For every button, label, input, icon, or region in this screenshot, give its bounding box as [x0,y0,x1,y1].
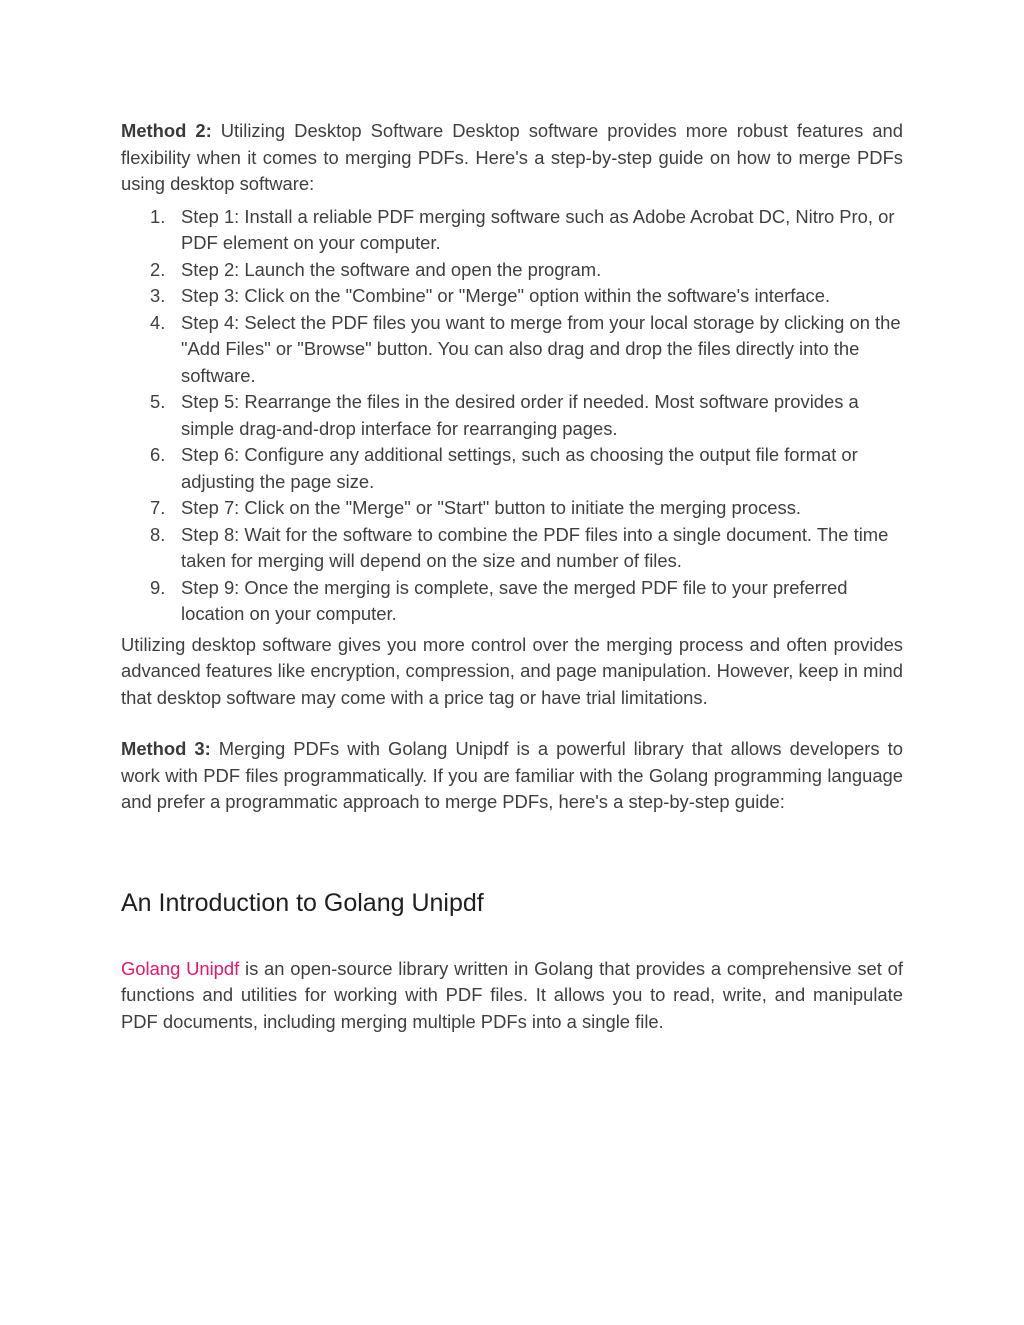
method-3-label: Method 3: [121,738,211,759]
list-item-text: Step 7: Click on the "Merge" or "Start" button to initiate the merging process. [181,497,802,518]
list-item-number: 8. [150,523,166,545]
list-item-text: Step 4: Select the PDF files you want to merge from your local storage by clicking on the "Add Files" or "Browse" button. You can also drag and drop the files directly into the software. [181,311,901,386]
section-heading: An Introduction to Golang Unipdf [121,888,484,917]
method-3-intro: Merging PDFs with Golang Unipdf is a powerful library that allows developers to work with PDF files programmatically. If you are familiar with the Golang programming language and prefer a programmatic approach to merge PDFs, here's a step-by-step guide: [121,738,903,812]
list-item-text: Step 6: Configure any additional settings, such as choosing the output file format or adjusting the page size. [181,444,858,492]
list-item-text: Step 2: Launch the software and open the program. [181,258,602,280]
list-item-text: Step 5: Rearrange the files in the desired order if needed. Most software provides a simple drag-and-drop interface for rearranging pages. [181,391,859,439]
list-item [150,389,903,442]
method-3-paragraph [121,736,903,816]
list-item-text: Step 1: Install a reliable PDF merging software such as Adobe Acrobat DC, Nitro Pro, or PDF element on your computer. [181,205,895,253]
list-item [150,495,903,522]
list-item [150,283,903,310]
steps-list [121,204,903,628]
paragraph-spacer [121,711,903,736]
list-item [150,204,903,257]
list-item-number: 9. [150,576,166,598]
list-item-text: Step 3: Click on the "Combine" or "Merge" option within the software's interface. [181,285,831,306]
golang-unipdf-link[interactable]: Golang Unipdf [121,957,240,979]
desktop-summary-paragraph: Utilizing desktop software gives you more control over the merging process and often provides advanced features like encryption, compression, and page manipulation. However, keep in mind that desktop software may come with a price tag or have trial limitations. [121,633,903,708]
document-page [121,118,903,1035]
list-item [150,575,903,628]
list-item-text: Step 9: Once the merging is complete, save the merged PDF file to your preferred location on your computer. [181,576,848,624]
list-item-number: 5. [150,391,166,412]
unipdf-intro-paragraph [121,956,903,1036]
unipdf-intro-text: is an open-source library written in Golang that provides a comprehensive set of functions and utilities for working with PDF files. It allows you to read, write, and manipulate PDF documents, including merging multiple PDFs into a single file. [121,957,903,1032]
list-item-number: 2. [150,258,166,280]
list-item [150,257,903,284]
list-item-number: 3. [150,285,166,306]
method-2-label: Method 2: [121,120,212,141]
list-item-text: Step 8: Wait for the software to combine the PDF files into a single document. The time taken for merging will depend on the size and number of files. [181,523,889,571]
list-item [150,522,903,575]
list-item-number: 4. [150,311,166,333]
list-item-number: 6. [150,444,166,465]
list-item-number: 1. [150,205,166,227]
method-2-intro: Utilizing Desktop Software Desktop software provides more robust features and flexibility when it comes to merging PDFs. Here's a step-by-step guide on how to merge PDFs using desktop software: [121,120,903,194]
list-item-number: 7. [150,497,166,518]
list-item [150,310,903,390]
list-item [150,442,903,495]
method-2-paragraph [121,118,903,198]
